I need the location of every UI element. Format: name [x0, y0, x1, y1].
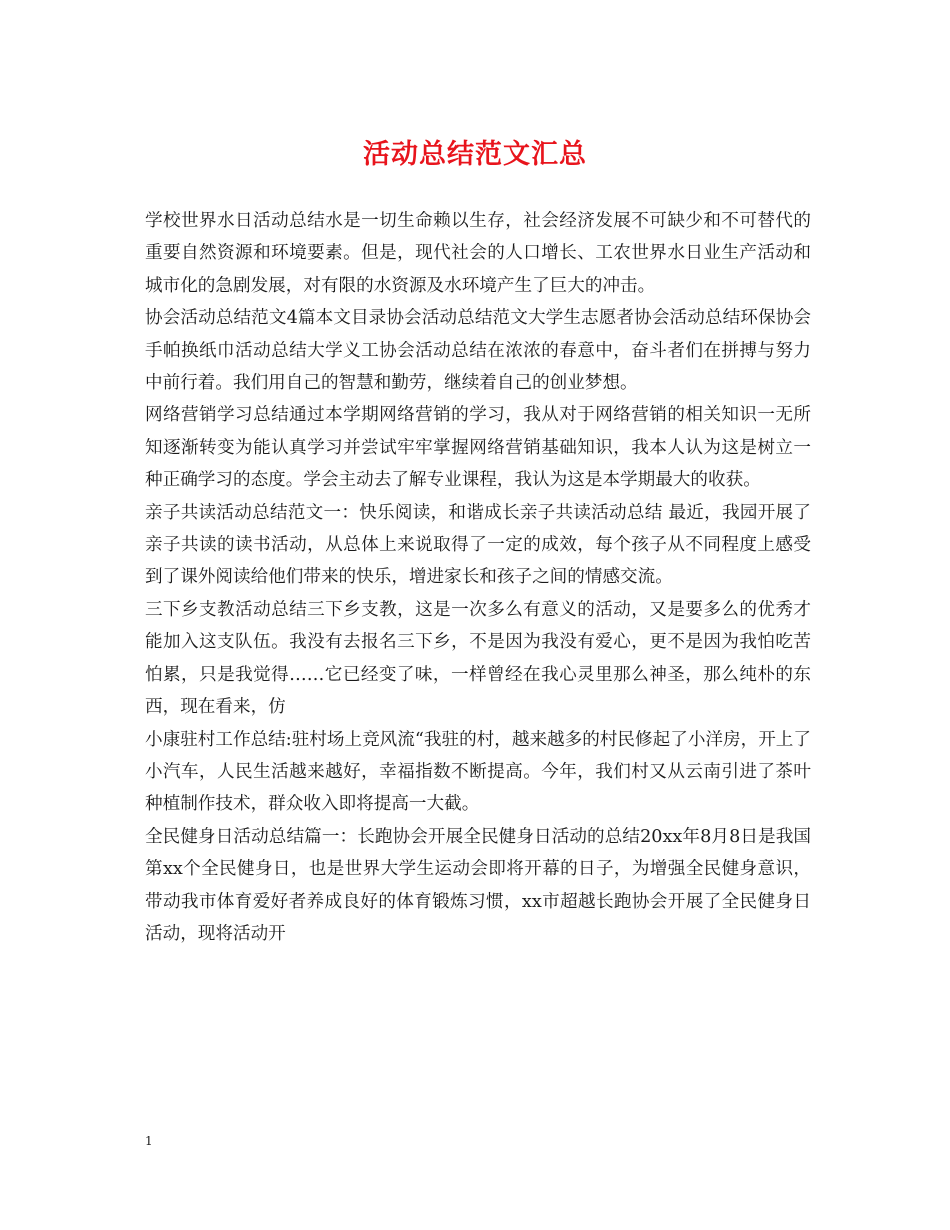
- paragraph-network-marketing: 网络营销学习总结通过本学期网络营销的学习，我从对于网络营销的相关知识一无所知逐渐转变为能认真学习并尝试牢牢掌握网络营销基础知识，我本人认为这是树立一种正确学习的态度。学会主动去了解专业课程，我认为这是本学期最大的收获。: [145, 405, 811, 491]
- paragraph-water-day: 学校世界水日活动总结水是一切生命赖以生存，社会经济发展不可缺少和不可替代的重要自然资源和环境要素。但是，现代社会的人口增长、工农世界水日业生产活动和城市化的急剧发展，对有限的水资源及水环境产生了巨大的冲击。: [145, 211, 811, 296]
- paragraph-fitness-day: 全民健身日活动总结篇一：长跑协会开展全民健身日活动的总结20xx年8月8日是我国第xx个全民健身日，也是世界大学生运动会即将开幕的日子，为增强全民健身意识，带动我市体育爱好者养成良好的体育锻炼习惯，xx市超越长跑协会开展了全民健身日活动，现将活动开: [145, 826, 811, 944]
- paragraph-association: 协会活动总结范文4篇本文目录协会活动总结范文大学生志愿者协会活动总结环保协会手帕换纸巾活动总结大学义工协会活动总结在浓浓的春意中，奋斗者们在拼搏与努力中前行着。我们用自己的智慧和勤劳，继续着自己的创业梦想。: [145, 308, 811, 394]
- paragraph-village-work: 小康驻村工作总结:驻村场上竞风流“我驻的村，越来越多的村民修起了小洋房，开上了小汽车，人民生活越来越好，幸福指数不断提高。今年，我们村又从云南引进了茶叶种植制作技术，群众收入即将提高一大截。: [145, 729, 811, 815]
- paragraph-parent-child-reading: 亲子共读活动总结范文一：快乐阅读，和谐成长亲子共读活动总结 最近，我园开展了亲子共读的读书活动，从总体上来说取得了一定的成效，每个孩子从不同程度上感受到了课外阅读给他们带来的快乐，增进家长和孩子之间的情感交流。: [145, 502, 811, 588]
- paragraph-rural-teaching: 三下乡支教活动总结三下乡支教，这是一次多么有意义的活动，又是要多么的优秀才能加入这支队伍。我没有去报名三下乡，不是因为我没有爱心，更不是因为我怕吃苦怕累，只是我觉得……它已经变了味，一样曾经在我心灵里那么神圣，那么纯朴的东西，现在看来，仿: [145, 599, 811, 718]
- page-number: 1: [145, 1134, 153, 1148]
- document-title: 活动总结范文汇总: [363, 139, 587, 170]
- document-body: [145, 205, 811, 950]
